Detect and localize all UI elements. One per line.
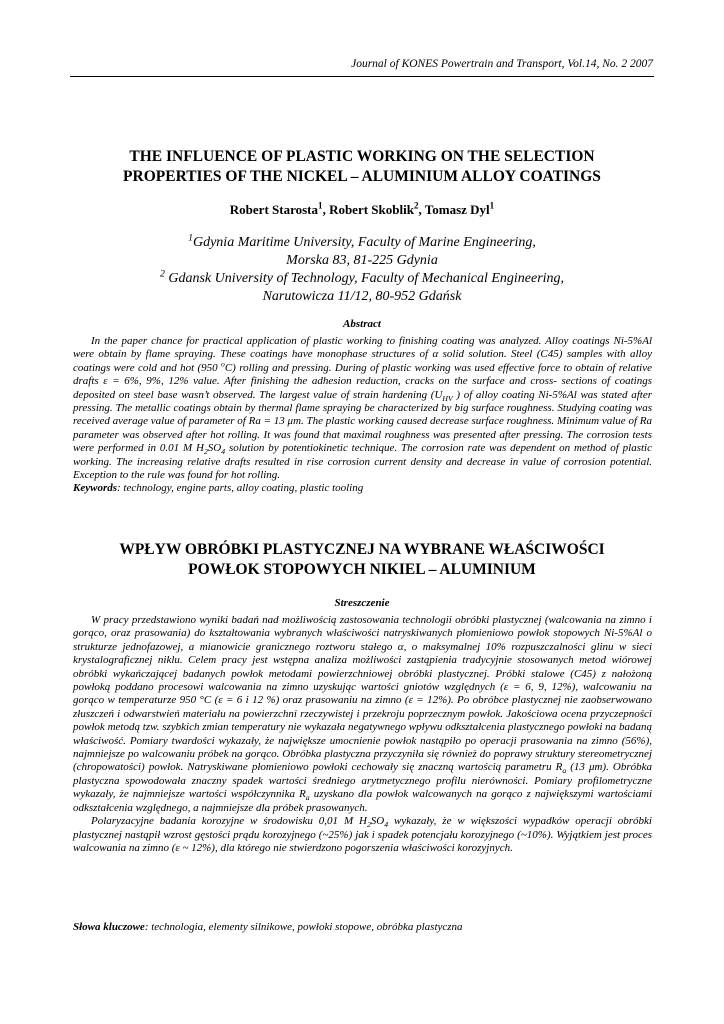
title-line-1: THE INFLUENCE OF PLASTIC WORKING ON THE SELECTION — [129, 148, 595, 165]
streszczenie-text: (13 μm). Obróbka plastyczna spowodowała znaczny spadek wartości średniego arytmetycznego profilu nierówności. Pomiary profilometryczne wykazały, że najmniejsze wartości współczynnika R — [73, 761, 652, 801]
keywords — [73, 482, 652, 495]
affiliation-1-address: Morska 83, 81-225 Gdynia — [286, 253, 438, 268]
author-name: Robert Skoblik — [329, 202, 414, 217]
affiliations — [70, 234, 654, 306]
affil-text: Gdynia Maritime University, Faculty of Marine Engineering, — [192, 235, 536, 250]
degree-mark: o — [221, 359, 225, 369]
paper-title — [70, 147, 654, 187]
streszczenie-heading: Streszczenie — [334, 597, 390, 609]
abstract-heading: Abstract — [343, 318, 381, 330]
streszczenie-text: SO — [370, 815, 385, 828]
subscript: a — [562, 766, 567, 776]
streszczenie-text: wykazały, że w większości wypadków operacji obróbki plastycznej nastąpił wzrost gęstości prądu korozyjnego (~25%) jak i spadek potencjału korozyjnego (~10%). Wyjątkiem jest proces walcowania na zimno (ε ~ 12%), dla którego nie stwierdzono pogorszenia właściwości korozyjnych. — [73, 815, 652, 854]
slowa-kluczowe — [73, 921, 652, 934]
abstract-text: SO — [207, 442, 222, 455]
author-list — [70, 202, 654, 218]
slowa-label: Słowa kluczowe — [73, 921, 145, 933]
author-separator: , — [322, 202, 330, 217]
author-name: Tomasz Dyl — [424, 202, 490, 217]
abstract-text: solution by potentiokinetic technique. The corrosion rate was dependent on method of plastic working. The increasing relative drafts resulted in rise corrosion current density and decrease in value of corrosion potential. Exception to the rule was found for hot rolling. — [73, 442, 652, 482]
affiliation-2 — [70, 270, 654, 288]
abstract-paragraph — [73, 335, 652, 482]
author-affil-mark: 1 — [489, 200, 495, 211]
affil-mark: 1 — [188, 232, 193, 244]
streszczenie-paragraph-1 — [73, 614, 652, 815]
slowa-text: : technologia, elementy silnikowe, powłoki stopowe, obróbka plastyczna — [144, 921, 463, 933]
author-affil-mark: 2 — [413, 200, 419, 211]
header-rule — [70, 76, 654, 77]
title-line-2: PROPERTIES OF THE NICKEL – ALUMINIUM ALLOY COATINGS — [123, 168, 601, 185]
abstract-text: ) of alloy coating Ni-5%Al was stated after pressing. The metallic coatings obtain by thermal flame spraying be characterized by big surface roughness. Studying coating was received average value of parameter of Ra = 13 μm. The plastic working caused decrease surface roughness. Minimum value of Ra parameter was observed after hot rolling. It was found that maximal roughness was presented after pressing. The corrosion tests were performed in 0.01 M H — [73, 388, 653, 455]
streszczenie-section — [73, 614, 652, 855]
subscript: 4 — [384, 820, 389, 830]
streszczenie-text: Polaryzacyjne badania korozyjne w środowisku 0,01 M H — [91, 815, 367, 828]
author-name: Robert Starosta — [229, 202, 319, 217]
abstract-section — [73, 335, 652, 496]
affil-mark: 2 — [159, 268, 165, 280]
abstract-text: In the paper chance for practical application of plastic working to finishing coating was analyzed. Alloy coatings Ni-5%Al were obtain by flame spraying. These coatings have monophase structures of α solid solution. Steel (C45) samples with alloy coatings were cold and hot (950 — [73, 335, 652, 374]
author-separator: , — [418, 202, 425, 217]
subscript: 2 — [203, 447, 208, 457]
streszczenie-text: uzyskano dla powłok walcowanych na gorąco z największymi wartościami odkształcenia względnego, a najmniejsze dla próbek prasowanych. — [73, 788, 652, 814]
keywords-label: Keywords — [73, 482, 117, 495]
journal-header: Journal of KONES Powertrain and Transport, Vol.14, No. 2 2007 — [351, 58, 653, 70]
subscript: 2 — [366, 820, 371, 830]
subscript: 4 — [221, 447, 226, 457]
affil-text: Gdansk University of Technology, Faculty of Mechanical Engineering, — [164, 271, 565, 286]
streszczenie-text: W pracy przedstawiono wyniki badań nad możliwością zastosowania technologii obróbki plastycznej (walcowania na zimno i gorąco, oraz prasowania) do kształtowania wybranych właściwości natryskiwanych płomieniowo powłok stopowych Ni-5%Al o strukturze jednofazowej, a mianowicie granicznego roztworu stałego α, o maksymalnej 10% rozpuszczalności glinu w sieci krystalograficznej niklu. Celem pracy jest wstępna analiza możliwości zastąpienia tradycyjnie stosowanych metod wiórowej obróbki wykańczającej badanych powłok metodami powierzchniowej obróbki plastycznej. Próbki stalowe (C45) z nałożoną powłoką poddano procesowi walcowania na zimno uzyskując wartości gniotów względnych (ε = 6, 9, 12%), walcowaniu na gorąco w temperaturze 950 °C (ε = 6 i 12 %) oraz prasowaniu na zimno (ε = 12%). Po obróbce plastycznej nie zaobserwowano złuszczeń i odwarstwień materiału na powierzchni rzeczywistej i przekroju poprzecznym powłok. Jakościowa ocena przyczepności powłok metodą tzw. szybkich zmian temperatury nie wykazała negatywnego wpływu odkształcenia plastycznego powłoki na badaną właściwość. Pomiary twardości wykazały, że największe umocnienie powłok nastąpiło po operacji prasowania na zimno (56%), najmniejsze po walcowaniu próbek na gorąco. Obróbka plastyczna przyczyniła się również do poprawy struktury stereometrycznej (chropowatości) powłok. Natryskiwane płomieniowo powłoki cechowały się znaczną wartością parametru R — [73, 614, 652, 774]
affiliation-2-address: Narutowicza 11/12, 80-952 Gdańsk — [262, 289, 462, 304]
affiliation-1 — [70, 234, 654, 252]
subscript: a — [305, 793, 310, 803]
streszczenie-paragraph-2 — [73, 815, 652, 855]
slowa-kluczowe-line — [73, 921, 652, 934]
polish-title-line-2: POWŁOK STOPOWYCH NIKIEL – ALUMINIUM — [188, 561, 536, 578]
subscript: HV — [442, 393, 453, 403]
keywords-text: : technology, engine parts, alloy coating, plastic tooling — [117, 482, 364, 495]
abstract-text: C) rolling and pressing. During of plastic working was used effective force to obtain of relative drafts ε = 6%, 9%, 12% value. After finishing the adhesion reduction, cracks on the surface and cross- sections of coatings deposited on steel base wasn’t observed. The largest value of strain hardening (U — [73, 361, 652, 401]
polish-title — [70, 540, 654, 580]
author-affil-mark: 1 — [318, 200, 323, 211]
polish-title-line-1: WPŁYW OBRÓBKI PLASTYCZNEJ NA WYBRANE WŁAŚCIWOŚCI — [119, 541, 605, 558]
